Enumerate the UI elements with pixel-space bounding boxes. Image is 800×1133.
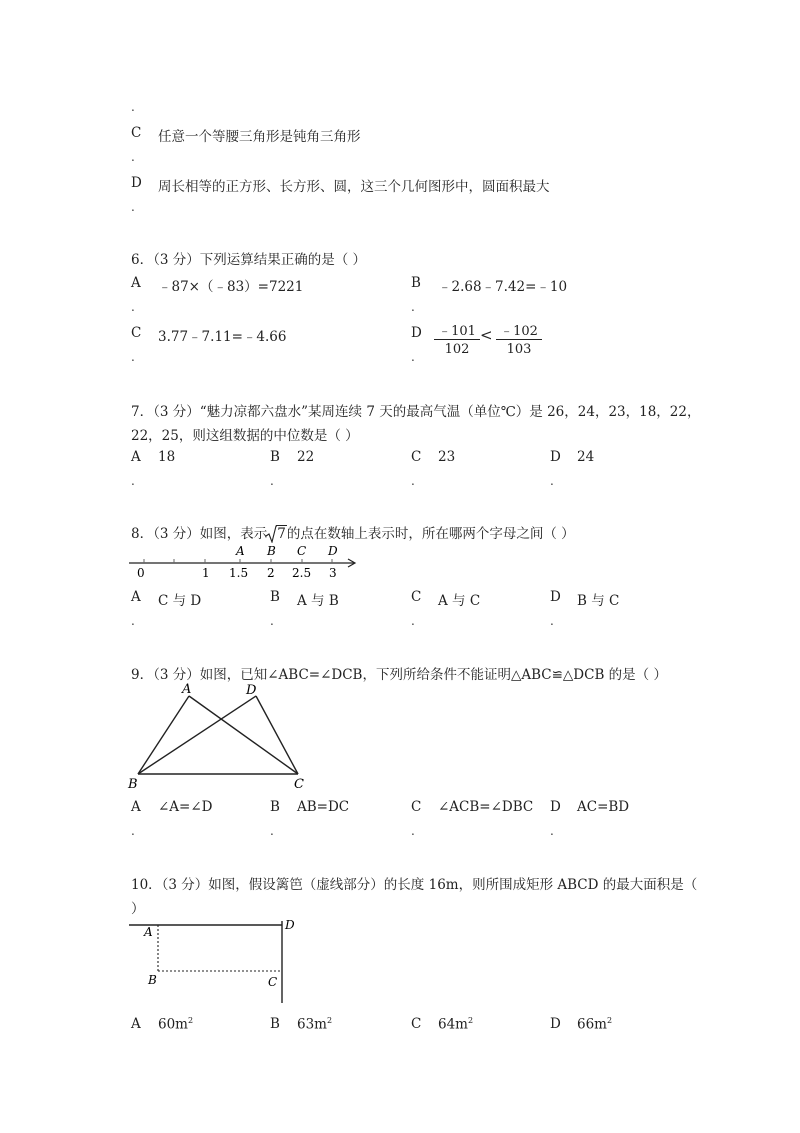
option-letter: B <box>270 449 280 465</box>
option-text: 周长相等的正方形、长方形、圆，这三个几何图形中，圆面积最大 <box>158 179 550 195</box>
stem-prefix: 8．（3 分）如图，表示 <box>131 526 268 542</box>
option-text: B 与 C <box>577 593 620 609</box>
point-label-a: A <box>236 544 245 558</box>
option-letter: D <box>550 1016 561 1032</box>
option-dot: . <box>550 474 554 488</box>
option-letter: C <box>411 589 422 605</box>
option-value: 63m <box>297 1016 327 1033</box>
option-dot: . <box>270 824 274 838</box>
option-letter: D <box>411 325 422 341</box>
vertex-label-d: D <box>285 918 295 932</box>
option-dot: . <box>131 474 135 488</box>
option-text <box>577 1016 612 1033</box>
exponent: 2 <box>187 1016 194 1025</box>
option-dot: . <box>131 200 135 214</box>
fraction-bar <box>496 339 542 340</box>
option-text: 3.77﹣7.11=﹣4.66 <box>158 329 287 345</box>
exponent: 2 <box>467 1016 474 1025</box>
option-letter: B <box>270 1016 280 1032</box>
vertex-label-c: C <box>294 777 304 792</box>
option-text: 任意一个等腰三角形是钝角三角形 <box>158 129 361 145</box>
question-stem: 6．（3 分）下列运算结果正确的是（ ） <box>131 252 367 268</box>
exponent: 2 <box>606 1016 613 1025</box>
triangle-figure <box>126 680 326 795</box>
option-dot: . <box>131 300 135 314</box>
number-line-figure <box>126 542 366 582</box>
vertex-label-a: A <box>182 682 192 697</box>
option-letter: C <box>131 125 142 141</box>
option-text: A 与 B <box>297 593 339 609</box>
vertex-label-b: B <box>148 973 157 987</box>
option-text: A 与 C <box>438 593 481 609</box>
option-text: 22 <box>297 449 315 465</box>
radicand: 7 <box>277 526 286 542</box>
option-text <box>297 1016 332 1033</box>
option-text: 23 <box>438 449 456 465</box>
option-dot: . <box>550 614 554 628</box>
option-letter: D <box>131 175 142 191</box>
fraction-numerator: ﹣101 <box>438 324 476 339</box>
option-dot: . <box>131 150 135 164</box>
fraction-denominator: 102 <box>444 342 470 357</box>
option-dot: . <box>550 824 554 838</box>
tick-label: 1.5 <box>229 566 249 580</box>
option-letter: B <box>411 275 421 291</box>
option-text: ﹣2.68﹣7.42=﹣10 <box>438 279 568 295</box>
option-dot: . <box>411 614 415 628</box>
option-text <box>438 1016 473 1033</box>
option-dot: . <box>131 824 135 838</box>
vertex-label-a: A <box>144 925 153 939</box>
option-dot: . <box>270 614 274 628</box>
segment-ab <box>138 696 189 774</box>
option-text: AC=BD <box>577 799 630 815</box>
segment-ac <box>189 696 298 774</box>
tick-label: 1 <box>202 566 210 580</box>
rectangle-fence-figure <box>126 915 306 1007</box>
fraction-bar <box>434 339 480 340</box>
radical-sign-icon <box>265 525 277 543</box>
option-letter: D <box>550 799 561 815</box>
option-letter: C <box>411 449 422 465</box>
tick-label: 2.5 <box>292 566 312 580</box>
question-stem: 7．（3 分）“魅力凉都六盘水”某周连续 7 天的最高气温（单位℃）是 26，24，23，18，22， <box>131 404 701 420</box>
option-text: C 与 D <box>158 593 202 609</box>
tick-label: 3 <box>329 566 337 580</box>
fraction-1 <box>432 318 482 362</box>
point-label-c: C <box>297 544 307 558</box>
question-stem: 9．（3 分）如图，已知∠ABC=∠DCB，下列所给条件不能证明△ABC≌△DCB 的是（ ） <box>131 667 667 683</box>
option-value: 66m <box>577 1016 607 1033</box>
option-value: 60m <box>158 1016 188 1033</box>
option-letter: A <box>131 449 141 465</box>
option-letter: C <box>131 325 142 341</box>
option-dot: . <box>411 300 415 314</box>
question-stem: 10．（3 分）如图，假设篱笆（虚线部分）的长度 16m，则所围成矩形 ABCD 的最大面积是（ <box>131 877 698 893</box>
option-dot: . <box>411 474 415 488</box>
option-text: 18 <box>158 449 176 465</box>
tick-label: 0 <box>137 566 145 580</box>
option-letter: A <box>131 799 141 815</box>
option-dot: . <box>411 824 415 838</box>
option-dot: . <box>131 350 135 364</box>
question-stem-continued: 22，25，则这组数据的中位数是（ ） <box>131 428 359 444</box>
option-dot: . <box>411 350 415 364</box>
option-letter: D <box>550 589 561 605</box>
option-dot: . <box>270 474 274 488</box>
option-letter: C <box>411 799 422 815</box>
fraction-numerator: ﹣102 <box>500 324 538 339</box>
segment-bd <box>138 696 256 774</box>
point-label-b: B <box>267 544 276 558</box>
question-stem-continued: ） <box>131 901 145 917</box>
option-letter: A <box>131 275 141 291</box>
exponent: 2 <box>326 1016 333 1025</box>
sqrt-expression <box>267 526 287 542</box>
option-text: ﹣87×（﹣83）=7221 <box>158 279 304 295</box>
tick-label: 2 <box>267 566 275 580</box>
option-letter: B <box>270 589 280 605</box>
option-dot: . <box>131 100 135 114</box>
question-stem <box>131 522 575 542</box>
option-text: ∠A=∠D <box>158 799 213 815</box>
option-text: AB=DC <box>297 799 350 815</box>
option-letter: B <box>270 799 280 815</box>
segment-dc <box>256 696 298 774</box>
option-value: 64m <box>438 1016 468 1033</box>
fraction-denominator: 103 <box>506 342 532 357</box>
stem-suffix: 的点在数轴上表示时，所在哪两个字母之间（ ） <box>286 526 575 542</box>
point-label-d: D <box>328 544 338 558</box>
comparison-sign: < <box>480 326 493 344</box>
option-letter: C <box>411 1016 422 1032</box>
fraction-2 <box>494 318 544 362</box>
vertex-label-c: C <box>268 975 278 989</box>
option-letter: D <box>550 449 561 465</box>
option-text: ∠ACB=∠DBC <box>438 799 534 815</box>
option-text: 24 <box>577 449 595 465</box>
vertex-label-b: B <box>128 777 138 792</box>
option-letter: A <box>131 1016 141 1032</box>
vertex-label-d: D <box>246 683 257 698</box>
option-letter: A <box>131 589 141 605</box>
option-text <box>158 1016 193 1033</box>
option-dot: . <box>131 614 135 628</box>
